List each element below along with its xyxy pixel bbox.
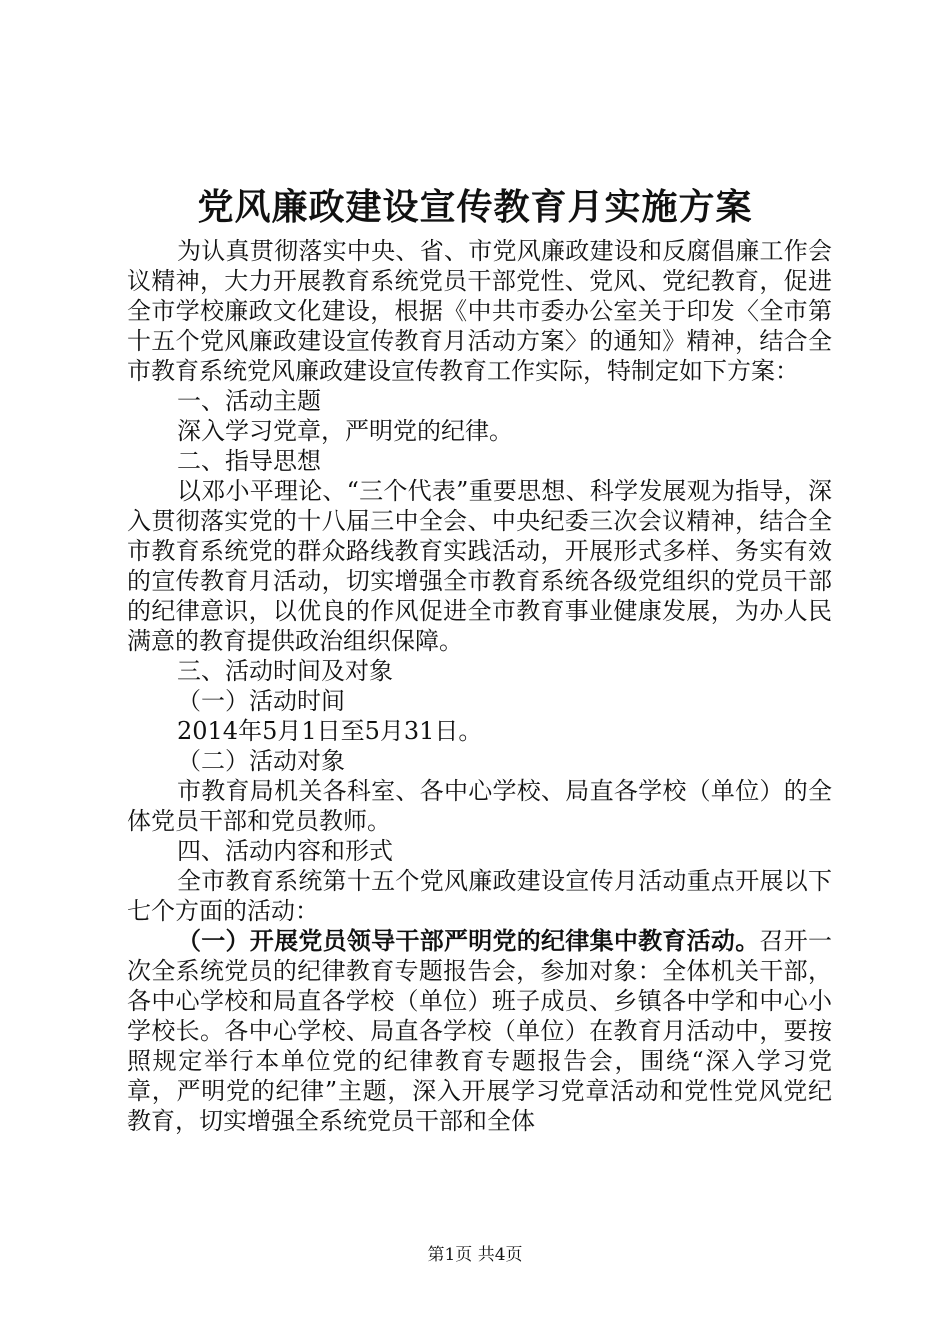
section-2-heading: 二、指导思想 [177,447,321,475]
section-1-text: 深入学习党章，严明党的纪律。 [177,417,513,445]
section-3-sub2-text: 市教育局机关各科室、各中心学校、局直各学校（单位）的全体党员干部和党员教师。 [127,777,832,835]
section-4-text: 全市教育系统第十五个党风廉政建设宣传月活动重点开展以下七个方面的活动： [127,867,832,925]
section-3-heading: 三、活动时间及对象 [177,657,393,685]
section-4-item1-text: 召开一次全系统党员的纪律教育专题报告会，参加对象：全体机关干部，各中心学校和局直各学校（单位）班子成员、乡镇各中学和中心小学校长。各中心学校、局直各学校（单位）在教育月活动中，要按照规定举行本单位党的纪律教育专题报告会，围绕“深入学习党章，严明党的纪律”主题，深入开展学习党章活动和党性党风党纪教育，切实增强全系统党员干部和全体 [127,927,833,1135]
section-3-sub1-text: 2014年5月1日至5月31日。 [177,717,483,745]
document-body [127,236,832,1136]
section-3-sub2-heading: （二）活动对象 [177,747,345,775]
section-3-sub1-heading: （一）活动时间 [177,687,345,715]
section-4-heading: 四、活动内容和形式 [177,837,393,865]
section-4-item1-heading: （一）开展党员领导干部严明党的纪律集中教育活动。 [177,927,760,955]
section-2-text: 以邓小平理论、“三个代表”重要思想、科学发展观为指导，深入贯彻落实党的十八届三中全会、中央纪委三次会议精神，结合全市教育系统党的群众路线教育实践活动，开展形式多样、务实有效的宣传教育月活动，切实增强全市教育系统各级党组织的党员干部的纪律意识，以优良的作风促进全市教育事业健康发展，为办人民满意的教育提供政治组织保障。 [127,477,832,655]
section-1-heading: 一、活动主题 [177,387,321,415]
document-title: 党风廉政建设宣传教育月实施方案 [197,187,753,228]
page-footer: 第1页 共4页 [427,1245,523,1265]
section-4-item1 [127,926,832,1136]
intro-paragraph: 为认真贯彻落实中央、省、市党风廉政建设和反腐倡廉工作会议精神，大力开展教育系统党员干部党性、党风、党纪教育，促进全市学校廉政文化建设，根据《中共市委办公室关于印发〈全市第十五个党风廉政建设宣传教育月活动方案〉的通知》精神，结合全市教育系统党风廉政建设宣传教育工作实际，特制定如下方案： [127,237,832,385]
